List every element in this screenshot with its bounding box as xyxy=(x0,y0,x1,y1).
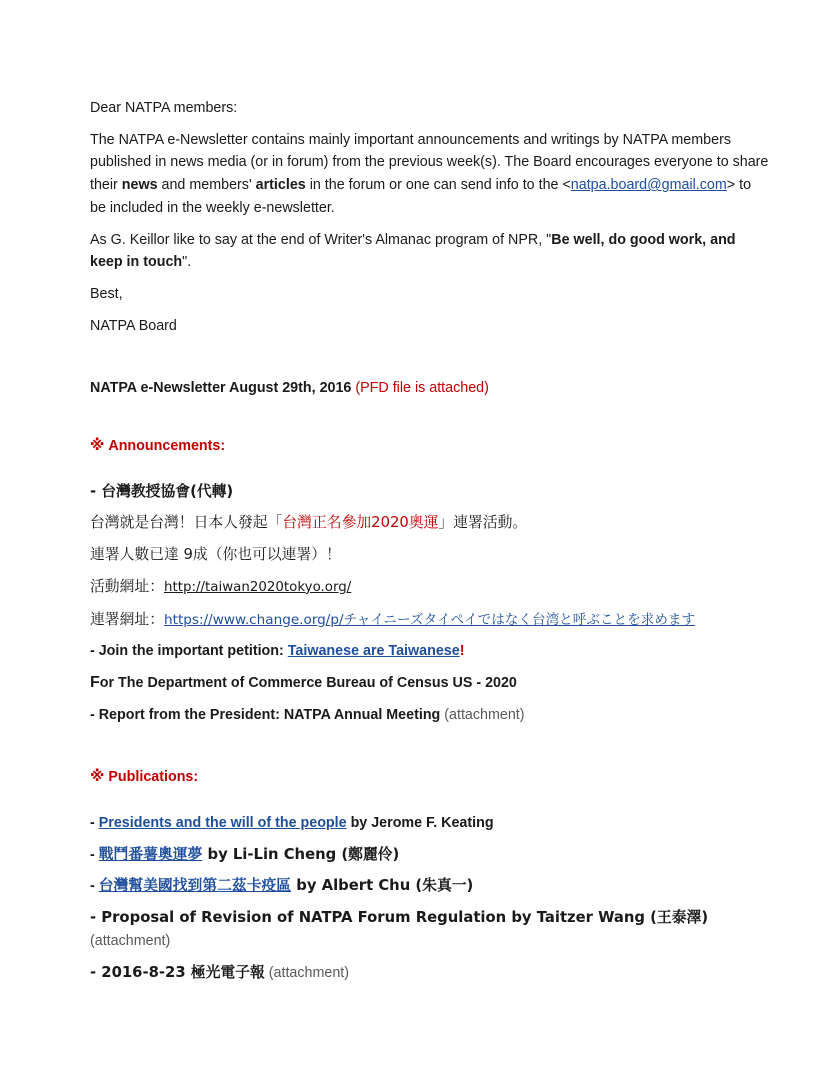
spacer-before-publications xyxy=(90,735,770,766)
petition-url-label: 連署網址： xyxy=(90,610,164,628)
spacer-before-announcements xyxy=(90,409,770,435)
announcement-item-join-petition xyxy=(90,640,770,663)
publication-author-3: by Albert Chu (朱真一) xyxy=(291,877,474,895)
intro-text-part3: in the forum or one can send info to the < xyxy=(305,177,571,194)
publication-row-forum-regulation xyxy=(90,907,770,952)
aurora-ezine-attachment-note: (attachment) xyxy=(264,964,350,981)
event-url-label: 活動網址： xyxy=(90,577,164,595)
intro-text-part2: and members' xyxy=(157,177,256,194)
join-petition-pre: - Join the important petition: xyxy=(90,643,288,660)
natpa-board-email-link[interactable]: natpa.board@gmail.com xyxy=(570,177,727,194)
forum-regulation-attachment-note: (attachment) xyxy=(90,932,171,949)
announcements-mark-icon: ※ xyxy=(90,437,105,455)
publication-dash-1: - xyxy=(90,815,99,832)
event-url-link[interactable]: http://taiwan2020tokyo.org/ xyxy=(164,579,352,595)
taiwan-is-taiwan-post: 」連署活動。 xyxy=(438,514,528,532)
signoff-board-text: NATPA Board xyxy=(90,317,177,334)
spacer-after-announcements-heading xyxy=(90,467,770,481)
greeting-paragraph xyxy=(90,97,770,120)
announcement-item-signature-count xyxy=(90,544,770,567)
newsletter-title: NATPA e-Newsletter August 29th, 2016 xyxy=(90,380,352,397)
publications-heading-text: Publications: xyxy=(108,769,199,786)
signoff-best xyxy=(90,283,770,306)
publication-row-presidents-will xyxy=(90,812,770,835)
zika-zone-link[interactable]: 台灣幫美國找到第二茲卡疫區 xyxy=(98,877,292,895)
signature-count-text: 連署人數已達 9成（你也可以連署）！ xyxy=(90,546,341,564)
petition-url-link[interactable]: https://www.change.org/p/チャイニーズタイペイではなく台湾と呼ぶことを求めます xyxy=(164,611,696,628)
publication-row-zika-zone xyxy=(90,875,770,898)
spacer-after-publications-heading xyxy=(90,798,770,812)
taiwan-rename-olympics-red-text: 台灣正名參加2020奧運 xyxy=(282,514,439,532)
publications-heading xyxy=(90,766,770,789)
announcement-item-petition-url xyxy=(90,609,770,632)
newsletter-attachment-note: (PFD file is attached) xyxy=(355,380,489,397)
forum-regulation-text: - Proposal of Revision of NATPA Forum Regulation by Taitzer Wang (王泰澤) xyxy=(90,909,709,927)
announcement-item-event-url xyxy=(90,576,770,600)
publication-dash-3: - xyxy=(90,878,99,895)
intro-bold-news: news xyxy=(121,177,158,194)
greeting-text: Dear NATPA members: xyxy=(90,100,238,116)
spacer-before-title xyxy=(90,346,770,377)
announcement-item-census xyxy=(90,672,770,695)
taiwan-professors-association-text: - 台灣教授協會(代轉) xyxy=(90,482,234,500)
taiwan-is-taiwan-pre: 台灣就是台灣！日本人發起「 xyxy=(90,514,283,532)
newsletter-title-line xyxy=(90,377,770,400)
publication-dash-2: - xyxy=(90,846,99,863)
intro-bold-articles: articles xyxy=(255,177,306,194)
signoff-best-text: Best, xyxy=(90,285,123,302)
intro-paragraph xyxy=(90,129,770,220)
president-report-text: - Report from the President: NATPA Annual Meeting xyxy=(90,706,441,723)
census-text: or The Department of Commerce Bureau of Census US - 2020 xyxy=(99,674,517,691)
announcement-item-president-report xyxy=(90,704,770,727)
quote-text-part2: ". xyxy=(182,254,192,271)
intro-text-part4: > to be included in the weekly e-newsletter. xyxy=(90,177,752,216)
join-petition-post: ! xyxy=(459,643,465,660)
publication-row-sweet-potato-olympic-dream xyxy=(90,844,770,867)
aurora-ezine-text: - 2016-8-23 極光電子報 xyxy=(90,963,265,981)
sweet-potato-olympic-dream-link[interactable]: 戰鬥番薯奧運夢 xyxy=(98,845,203,863)
announcements-heading xyxy=(90,435,770,458)
intro-text-part1: The NATPA e-Newsletter contains mainly important announcements and writings by NATPA members published in news media (or in forum) from the previous week(s). The Board encourages everyone to share their xyxy=(90,131,769,194)
census-first-letter: F xyxy=(90,673,100,691)
document-body xyxy=(90,97,770,984)
announcement-item-taiwan-professors-association xyxy=(90,481,770,504)
president-report-attachment-note: (attachment) xyxy=(440,706,525,723)
presidents-and-will-of-people-link[interactable]: Presidents and the will of the people xyxy=(98,815,347,832)
signoff-board xyxy=(90,315,770,338)
quote-text-part1: As G. Keillor like to say at the end of Writer's Almanac program of NPR, " xyxy=(90,231,552,248)
taiwanese-are-taiwanese-link[interactable]: Taiwanese are Taiwanese xyxy=(287,643,460,660)
publication-author-1: by Jerome F. Keating xyxy=(346,815,494,832)
announcement-item-taiwan-is-taiwan xyxy=(90,512,770,535)
publications-mark-icon: ※ xyxy=(90,768,105,786)
quote-bold-text: Be well, do good work, and keep in touch xyxy=(90,231,736,271)
publication-author-2: by Li-Lin Cheng (鄭麗伶) xyxy=(202,845,400,863)
keillor-quote-paragraph xyxy=(90,229,770,274)
publication-row-aurora-ezine xyxy=(90,962,770,985)
announcements-heading-text: Announcements: xyxy=(108,438,226,455)
